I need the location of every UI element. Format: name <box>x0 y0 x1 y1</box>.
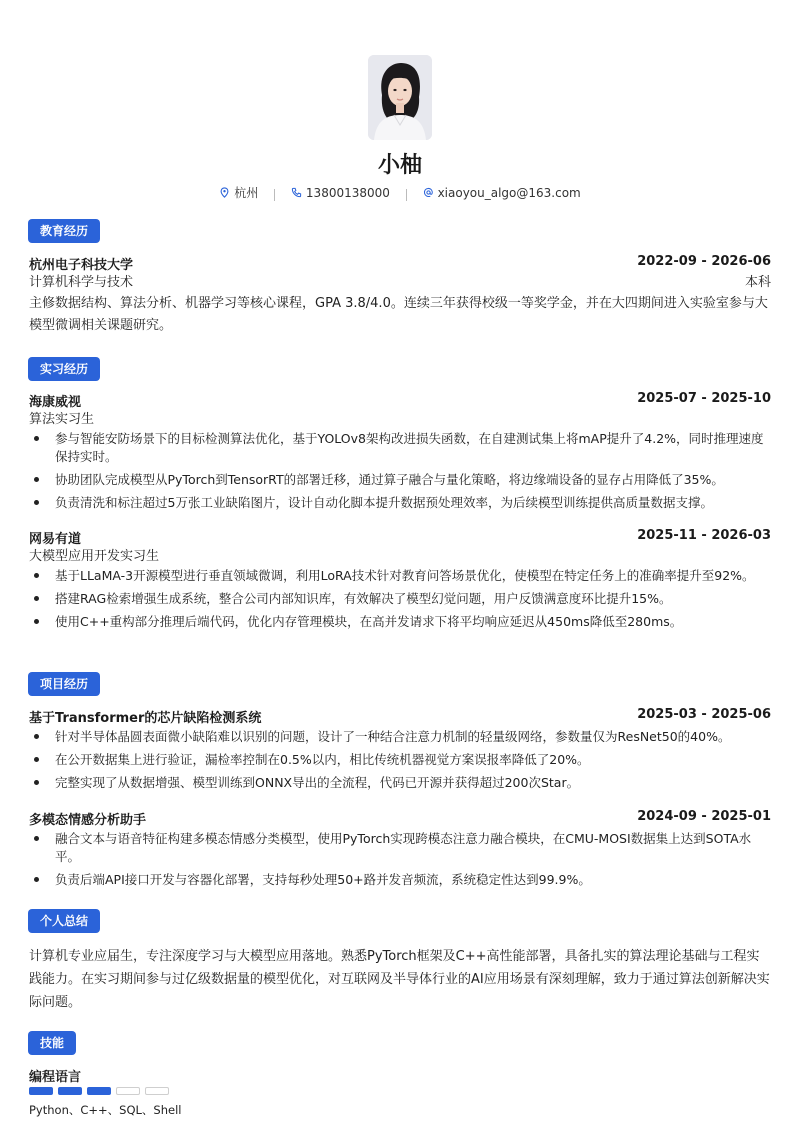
phone-icon <box>291 187 302 198</box>
at-icon <box>423 187 434 198</box>
skill-bar-empty <box>116 1087 140 1095</box>
contact-city <box>219 184 258 201</box>
project-bullets <box>29 830 771 894</box>
skills-section-badge: 技能 <box>28 1031 76 1055</box>
phone-text: 13800138000 <box>305 185 390 200</box>
summary-text: 计算机专业应届生，专注深度学习与大模型应用落地。熟悉PyTorch框架及C++高性能部署，具备扎实的算法理论基础与工程实践能力。在实习期间参与过亿级数据量的模型优化，对互联网及半导体行业的AI应用场景有深刻理解，致力于通过算法创新解决实际问题。 <box>29 949 770 1010</box>
skill-level-bars <box>29 1087 169 1095</box>
degree: 本科 <box>744 275 771 290</box>
list-item: 完整实现了从数据增强、模型训练到ONNX导出的全流程，代码已开源并获得超过200次Star。 <box>29 774 771 792</box>
avatar-portrait <box>368 55 432 140</box>
internship-role: 大模型应用开发实习生 <box>29 549 160 564</box>
skill-items: Python、C++、SQL、Shell <box>29 1103 182 1117</box>
internship-role-row <box>29 545 771 564</box>
email-text[interactable]: xiaoyou_algo@163.com <box>437 185 581 200</box>
list-item: 在公开数据集上进行验证，漏检率控制在0.5%以内，相比传统机器视觉方案误报率降低了20%。 <box>29 751 771 769</box>
summary-section-badge: 个人总结 <box>28 909 100 933</box>
project-name: 多模态情感分析助手 <box>29 813 147 828</box>
list-item: 负责后端API接口开发与容器化部署，支持每秒处理50+路并发音频流，系统稳定性达到99.9%。 <box>29 871 771 889</box>
list-item: 参与智能安防场景下的目标检测算法优化，基于YOLOv8架构改进损失函数，在自建测试集上将mAP提升了4.2%，同时推理速度保持实时。 <box>29 430 771 466</box>
contact-divider <box>406 189 407 201</box>
project-period: 2024-09 - 2025-01 <box>637 809 771 824</box>
project-header-row <box>29 809 771 828</box>
education-sub-row <box>29 271 771 290</box>
skill-bar-filled <box>29 1087 53 1095</box>
internship-role: 算法实习生 <box>29 412 95 427</box>
internship-bullets <box>29 567 771 636</box>
skill-bar-filled <box>87 1087 111 1095</box>
internship-role-row <box>29 408 771 427</box>
education-section-badge: 教育经历 <box>28 219 100 243</box>
skill-bar-empty <box>145 1087 169 1095</box>
internship-period: 2025-11 - 2026-03 <box>637 528 771 543</box>
major: 计算机科学与技术 <box>29 275 134 290</box>
list-item: 负责清洗和标注超过5万张工业缺陷图片，设计自动化脚本提升数据预处理效率，为后续模型训练提供高质量数据支撑。 <box>29 494 771 512</box>
contact-email[interactable] <box>423 186 581 200</box>
candidate-name: 小柚 <box>377 153 422 178</box>
contact-phone <box>291 186 390 200</box>
projects-section-badge: 项目经历 <box>28 672 100 696</box>
list-item: 协助团队完成模型从PyTorch到TensorRT的部署迁移，通过算子融合与量化策略，将边缘端设备的显存占用降低了35%。 <box>29 471 771 489</box>
company-name: 海康威视 <box>29 395 82 410</box>
list-item: 使用C++重构部分推理后端代码，优化内存管理模块，在高并发请求下将平均响应延迟从450ms降低至280ms。 <box>29 613 771 631</box>
education-period: 2022-09 - 2026-06 <box>637 254 771 269</box>
list-item: 基于LLaMA-3开源模型进行垂直领域微调，利用LoRA技术针对教育问答场景优化，使模型在特定任务上的准确率提升至92%。 <box>29 567 771 585</box>
contact-divider <box>274 189 275 201</box>
skill-bar-filled <box>58 1087 82 1095</box>
project-period: 2025-03 - 2025-06 <box>637 707 771 722</box>
avatar <box>368 55 432 140</box>
internship-bullets <box>29 430 771 517</box>
city-text: 杭州 <box>234 186 259 200</box>
education-description: 主修数据结构、算法分析、机器学习等核心课程，GPA 3.8/4.0。连续三年获得校级一等奖学金，并在大四期间进入实验室参与大模型微调相关课题研究。 <box>29 296 768 333</box>
internship-period: 2025-07 - 2025-10 <box>637 391 771 406</box>
list-item: 针对半导体晶圆表面微小缺陷难以识别的问题，设计了一种结合注意力机制的轻量级网络，参数量仅为ResNet50的40%。 <box>29 728 771 746</box>
company-name: 网易有道 <box>29 532 82 547</box>
list-item: 融合文本与语音特征构建多模态情感分类模型，使用PyTorch实现跨模态注意力融合模块，在CMU-MOSI数据集上达到SOTA水平。 <box>29 830 771 866</box>
internship-section-badge: 实习经历 <box>28 357 100 381</box>
project-bullets <box>29 728 771 797</box>
skill-category-label: 编程语言 <box>29 1070 82 1085</box>
contact-line <box>0 184 800 201</box>
project-name: 基于Transformer的芯片缺陷检测系统 <box>29 711 262 726</box>
location-icon <box>219 187 230 198</box>
school-name: 杭州电子科技大学 <box>29 258 134 273</box>
list-item: 搭建RAG检索增强生成系统，整合公司内部知识库，有效解决了模型幻觉问题，用户反馈满意度环比提升15%。 <box>29 590 771 608</box>
project-header-row <box>29 707 771 726</box>
